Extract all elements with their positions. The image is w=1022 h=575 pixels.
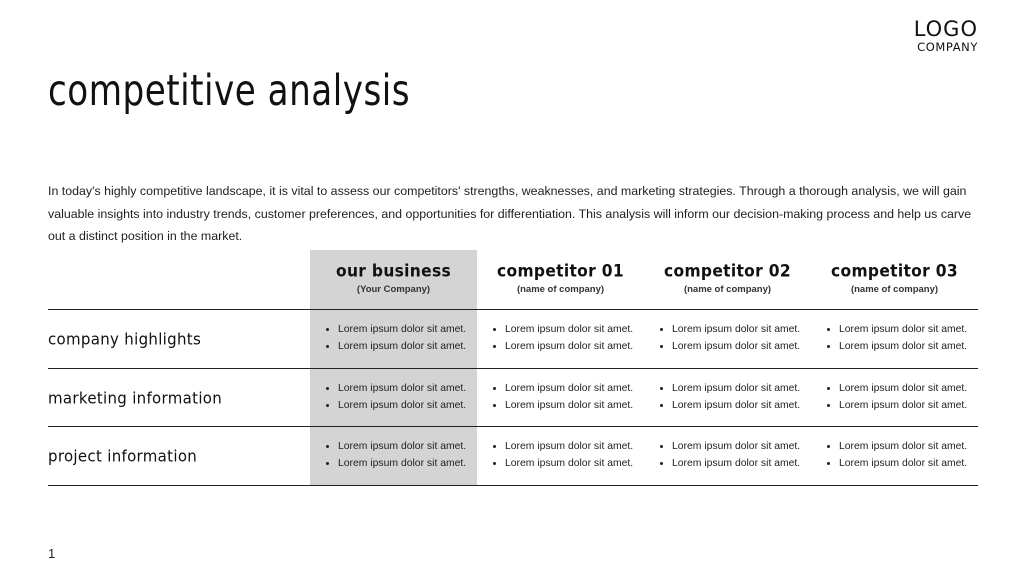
- table-corner-cell: [48, 250, 310, 310]
- row-label-text: marketing information: [48, 387, 223, 408]
- table-row: [48, 368, 978, 427]
- column-header-our-business: [310, 250, 477, 310]
- bullet-item: • Lorem ipsum dolor sit amet.: [839, 456, 970, 473]
- bullet-item: • Lorem ipsum dolor sit amet.: [839, 339, 970, 356]
- cell-our-business-project-information: [310, 427, 477, 486]
- bullet-item: • Lorem ipsum dolor sit amet.: [672, 322, 803, 339]
- cell-our-business-company-highlights: [310, 310, 477, 369]
- column-header-competitor-01: [477, 250, 644, 310]
- bullet-item: • Lorem ipsum dolor sit amet.: [505, 322, 636, 339]
- column-subtitle: (name of company): [516, 284, 605, 295]
- bullet-item: • Lorem ipsum dolor sit amet.: [839, 398, 970, 415]
- bullet-item: • Lorem ipsum dolor sit amet.: [338, 381, 469, 398]
- column-title: our business: [336, 261, 451, 281]
- bullet-item: • Lorem ipsum dolor sit amet.: [505, 381, 636, 398]
- cell-our-business-marketing-information: [310, 368, 477, 427]
- column-subtitle: (name of company): [850, 284, 939, 295]
- row-label-text: company highlights: [48, 329, 202, 349]
- bullet-item: • Lorem ipsum dolor sit amet.: [672, 339, 803, 356]
- bullet-item: • Lorem ipsum dolor sit amet.: [839, 439, 970, 456]
- column-header-competitor-02: [644, 250, 811, 310]
- bullet-item: • Lorem ipsum dolor sit amet.: [505, 398, 636, 415]
- bullet-item: • Lorem ipsum dolor sit amet.: [505, 439, 636, 456]
- bullet-item: • Lorem ipsum dolor sit amet.: [672, 439, 803, 456]
- bullet-item: • Lorem ipsum dolor sit amet.: [672, 456, 803, 473]
- column-title: competitor 01: [497, 261, 624, 281]
- row-label-text: project information: [48, 446, 198, 466]
- bullet-item: • Lorem ipsum dolor sit amet.: [338, 456, 469, 473]
- column-subtitle: (Your Company): [356, 284, 431, 295]
- bullet-item: • Lorem ipsum dolor sit amet.: [672, 398, 803, 415]
- bullet-item: • Lorem ipsum dolor sit amet.: [338, 339, 469, 356]
- bullet-item: • Lorem ipsum dolor sit amet.: [839, 322, 970, 339]
- cell-competitor-01-company-highlights: [477, 310, 644, 369]
- page-number: 1: [48, 546, 56, 561]
- cell-competitor-03-marketing-information: [811, 368, 978, 427]
- page-title: competitive analysis: [48, 66, 411, 116]
- column-header-competitor-03: [811, 250, 978, 310]
- bullet-item: • Lorem ipsum dolor sit amet.: [505, 456, 636, 473]
- cell-competitor-03-project-information: [811, 427, 978, 486]
- column-title: competitor 03: [831, 261, 958, 281]
- table-header-row: [48, 250, 978, 310]
- logo-subtitle: COMPANY: [917, 40, 978, 55]
- column-subtitle: (name of company): [683, 284, 772, 295]
- bullet-item: • Lorem ipsum dolor sit amet.: [672, 381, 803, 398]
- logo-title: LOGO: [913, 17, 978, 41]
- bullet-item: • Lorem ipsum dolor sit amet.: [505, 339, 636, 356]
- cell-competitor-02-marketing-information: [644, 368, 811, 427]
- logo: [914, 18, 978, 53]
- intro-paragraph: In today's highly competitive landscape, it is vital to assess our competitors' strengths, weaknesses, and marketing strategies. Through a thorough analysis, we will gain valuable insights into industry trends, customer preferences, and opportunities for differentiation. This analysis will inform our decision-making process and help us carve out a distinct position in the market.: [48, 184, 972, 244]
- bullet-item: • Lorem ipsum dolor sit amet.: [338, 398, 469, 415]
- row-label-company-highlights: [48, 310, 310, 369]
- bullet-item: • Lorem ipsum dolor sit amet.: [839, 381, 970, 398]
- cell-competitor-01-project-information: [477, 427, 644, 486]
- table-row: [48, 427, 978, 486]
- cell-competitor-02-project-information: [644, 427, 811, 486]
- row-label-project-information: [48, 427, 310, 486]
- row-label-marketing-information: [48, 368, 310, 427]
- bullet-item: • Lorem ipsum dolor sit amet.: [338, 439, 469, 456]
- bullet-item: • Lorem ipsum dolor sit amet.: [338, 322, 469, 339]
- cell-competitor-02-company-highlights: [644, 310, 811, 369]
- cell-competitor-03-company-highlights: [811, 310, 978, 369]
- column-title: competitor 02: [664, 261, 791, 281]
- competitive-analysis-table: [48, 250, 978, 486]
- cell-competitor-01-marketing-information: [477, 368, 644, 427]
- table-row: [48, 310, 978, 369]
